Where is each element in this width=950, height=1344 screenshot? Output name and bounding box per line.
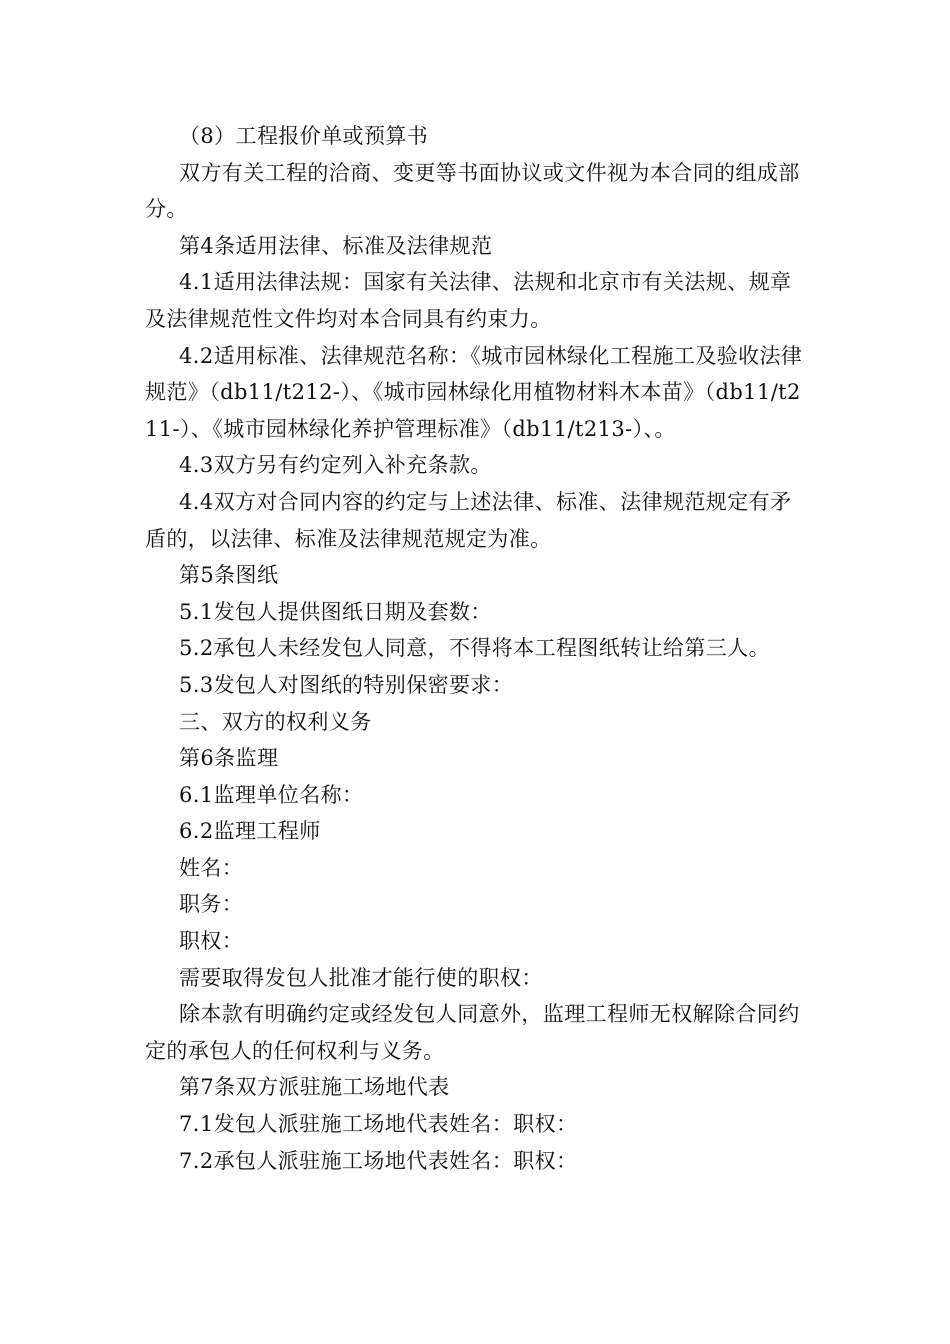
document-body [145,118,807,1179]
clause-4-4: 4.4双方对合同内容的约定与上述法律、标准、法律规范规定有矛盾的，以法律、标准及法律规范规定为准。 [145,489,792,551]
name-field-label: 姓名： [179,855,244,880]
approval-authority-label: 需要取得发包人批准才能行使的职权： [179,965,543,990]
item-8-quotation: （8）工程报价单或预算书 [179,124,429,148]
article-7-heading: 第7条双方派驻施工场地代表 [179,1075,450,1100]
clause-5-3: 5.3发包人对图纸的特别保密要求： [179,672,514,697]
clause-5-1: 5.1发包人提供图纸日期及套数： [179,599,492,624]
section-3-heading: 三、双方的权利义务 [179,709,372,734]
article-5-heading: 第5条图纸 [179,563,279,588]
supervisor-limitation-clause: 除本款有明确约定或经发包人同意外，监理工程师无权解除合同约定的承包人的任何权利与义务。 [145,1002,800,1063]
clause-6-2: 6.2监理工程师 [179,819,321,844]
position-field-label: 职务： [179,892,244,917]
article-6-heading: 第6条监理 [179,746,279,771]
authority-field-label: 职权： [179,929,244,954]
clause-4-2: 4.2适用标准、法律规范名称：《城市园林绿化工程施工及验收法律规范》（db11/t212-）、《城市园林绿化用植物材料木本苗》（db11/t211-）、《城市园林绿化养护管理标准》（db11/t213-）、。 [145,343,803,441]
clause-6-1: 6.1监理单位名称： [179,782,364,807]
clause-4-1: 4.1适用法律法规：国家有关法律、法规和北京市有关法规、规章及法律规范性文件均对本合同具有约束力。 [145,270,792,331]
clause-5-2: 5.2承包人未经发包人同意，不得将本工程图纸转让给第三人。 [179,636,770,661]
article-4-heading: 第4条适用法律、标准及法律规范 [179,233,493,258]
clause-7-1: 7.1发包人派驻施工场地代表姓名：职权： [179,1112,578,1137]
clause-4-3: 4.3双方另有约定列入补充条款。 [179,453,492,478]
clause-7-2: 7.2承包人派驻施工场地代表姓名：职权： [179,1148,578,1173]
negotiation-clause: 双方有关工程的洽商、变更等书面协议或文件视为本合同的组成部分。 [145,160,800,222]
